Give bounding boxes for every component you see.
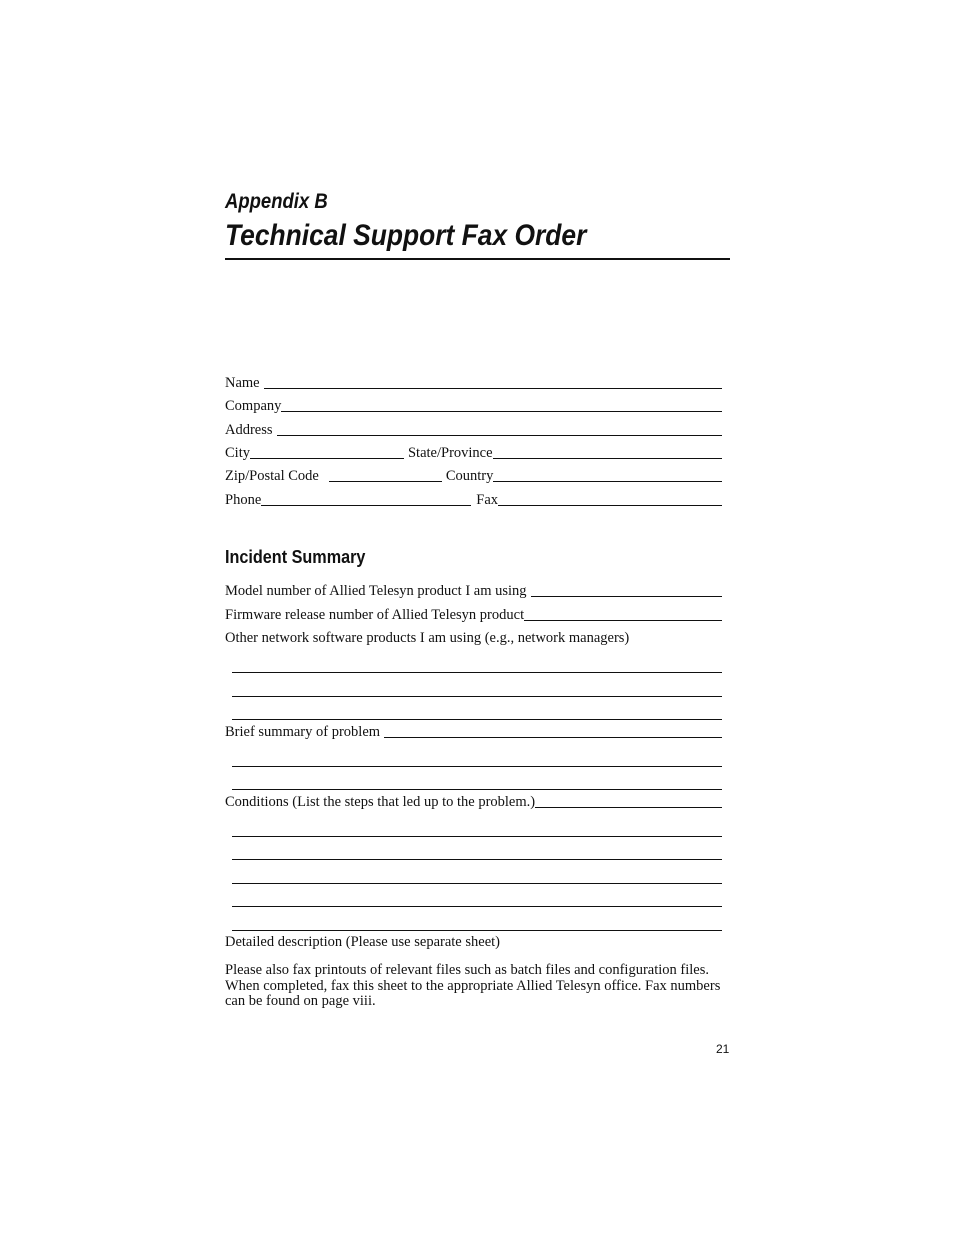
address-field[interactable] (225, 421, 722, 439)
phone-line[interactable] (261, 505, 471, 506)
phone-label: Phone (225, 492, 262, 508)
city-label: City (225, 445, 250, 461)
name-label: Name (225, 375, 260, 391)
state-label: State/Province (407, 445, 493, 461)
conditions-line[interactable] (232, 906, 722, 907)
brief-summary-line[interactable] (232, 766, 722, 767)
other-software-line[interactable] (232, 719, 722, 720)
conditions-field[interactable] (225, 793, 722, 811)
company-line[interactable] (281, 411, 722, 412)
conditions-line[interactable] (232, 859, 722, 860)
title-rule (225, 258, 730, 260)
brief-summary-line[interactable] (384, 737, 722, 738)
state-line[interactable] (493, 458, 722, 459)
zip-label: Zip/Postal Code (225, 468, 319, 484)
model-line[interactable] (531, 596, 722, 597)
detailed-description-row (225, 933, 722, 951)
incident-summary-heading: Incident Summary (225, 547, 366, 567)
name-line[interactable] (264, 388, 722, 389)
firmware-label: Firmware release number of Allied Telesyn product (225, 607, 525, 623)
address-label: Address (225, 422, 273, 438)
phone-fax-row (225, 491, 722, 509)
brief-summary-field[interactable] (225, 723, 722, 741)
page-number: 21 (716, 1042, 730, 1056)
other-software-line[interactable] (232, 696, 722, 697)
model-label: Model number of Allied Telesyn product I am using (225, 583, 527, 599)
page-title: Technical Support Fax Order (225, 219, 587, 252)
appendix-label: Appendix B (225, 190, 328, 213)
name-field[interactable] (225, 374, 722, 392)
brief-summary-label: Brief summary of problem (225, 724, 381, 740)
firmware-field[interactable] (225, 606, 722, 624)
conditions-line[interactable] (232, 836, 722, 837)
conditions-label: Conditions (List the steps that led up to the problem.) (225, 794, 536, 810)
model-field[interactable] (225, 582, 722, 600)
company-field[interactable] (225, 397, 722, 415)
conditions-line[interactable] (232, 930, 722, 931)
country-label: Country (445, 468, 494, 484)
brief-summary-line[interactable] (232, 789, 722, 790)
firmware-line[interactable] (524, 620, 722, 621)
conditions-line[interactable] (232, 883, 722, 884)
fax-line[interactable] (498, 505, 722, 506)
city-state-row (225, 444, 722, 462)
address-line[interactable] (277, 435, 722, 436)
city-line[interactable] (250, 458, 404, 459)
zip-line[interactable] (329, 481, 442, 482)
detailed-description-label: Detailed description (Please use separate sheet) (225, 934, 500, 950)
fax-label: Fax (476, 492, 498, 508)
company-label: Company (225, 398, 282, 414)
other-software-label: Other network software products I am using (e.g., network managers) (225, 630, 630, 646)
zip-country-row (225, 467, 722, 485)
other-software-line[interactable] (232, 672, 722, 673)
other-software-label-row (225, 629, 722, 647)
conditions-line[interactable] (535, 807, 722, 808)
footer-note: Please also fax printouts of relevant files such as batch files and configuration files. When completed, fax this sheet to the appropriate Allied Telesyn office. Fax numbers can be found on page viii. (225, 962, 721, 1009)
country-line[interactable] (493, 481, 722, 482)
